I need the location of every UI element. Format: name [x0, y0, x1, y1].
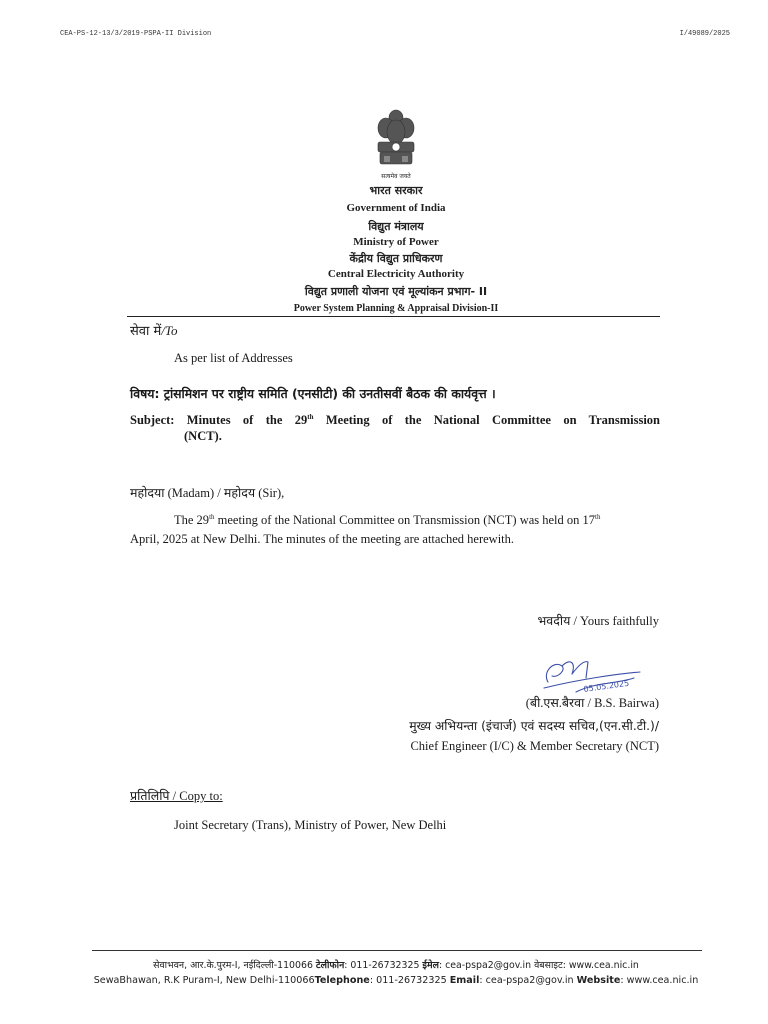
header-ministry-hindi: विद्युत मंत्रालय — [368, 220, 424, 233]
header-divider — [127, 316, 660, 317]
copy-recipient: Joint Secretary (Trans), Ministry of Power, New Delhi — [174, 818, 447, 832]
footer-hindi: सेवाभवन, आर.के.पुरम-I, नईदिल्ली-110066 टेलीफोन: 011-26732325 ईमेल: cea-pspa2@gov.in वेबसाइट: www.cea.nic.in — [153, 960, 639, 971]
signatory-title-english: Chief Engineer (I/C) & Member Secretary (NCT) — [410, 739, 659, 753]
header-govt-english: Government of India — [346, 202, 446, 214]
to-label: सेवा में/To — [130, 323, 178, 339]
header-ministry-english: Ministry of Power — [353, 236, 439, 248]
emblem-motto: सत्यमेव जयते — [381, 173, 411, 180]
signatory-title-hindi: मुख्य अभियन्ता (इंचार्ज) एवं सदस्य सचिव,(एन.सी.टी.)/ — [409, 719, 659, 733]
signatory-name: (बी.एस.बैरवा / B.S. Bairwa) — [525, 696, 659, 710]
salutation: महोदया (Madam) / महोदय (Sir), — [130, 485, 285, 500]
file-reference: CEA-PS-12-13/3/2019-PSPA-II Division — [60, 30, 212, 38]
subject-english: Subject: Minutes of the 29th Meeting of the National Committee on Transmission — [130, 413, 661, 428]
subject-hindi: विषय: ट्रांसमिशन पर राष्ट्रीय समिति (एनसीटी) की उनतीसवीं बैठक की कार्यवृत्त । — [130, 386, 496, 401]
header-division-english: Power System Planning & Appraisal Division-II — [293, 303, 499, 314]
header-govt-hindi: भारत सरकार — [369, 184, 423, 197]
subject-english-continued: (NCT). — [184, 429, 222, 443]
header-authority-hindi: केंद्रीय विद्युत प्राधिकरण — [349, 252, 443, 265]
signature-date: 05.05.2025 — [583, 678, 630, 694]
footer-divider — [92, 950, 702, 951]
header-authority-english: Central Electricity Authority — [327, 268, 465, 280]
addressee: As per list of Addresses — [174, 351, 293, 365]
signature-icon — [536, 652, 656, 698]
footer-english: SewaBhawan, R.K Puram-I, New Delhi-110066Telephone: 011-26732325 Email: cea-pspa2@gov.in Website: www.cea.nic.in — [93, 975, 699, 986]
document-number: I/49089/2025 — [679, 30, 730, 38]
body-paragraph-line2: April, 2025 at New Delhi. The minutes of the meeting are attached herewith. — [130, 532, 515, 546]
header-division-hindi: विद्युत प्रणाली योजना एवं मूल्यांकन प्रभाग- II — [304, 285, 488, 298]
closing: भवदीय / Yours faithfully — [537, 613, 659, 628]
body-paragraph-line1: The 29th meeting of the National Committee on Transmission (NCT) was held on 17th — [174, 513, 601, 528]
copy-to-label: प्रतिलिपि / Copy to: — [130, 788, 223, 803]
